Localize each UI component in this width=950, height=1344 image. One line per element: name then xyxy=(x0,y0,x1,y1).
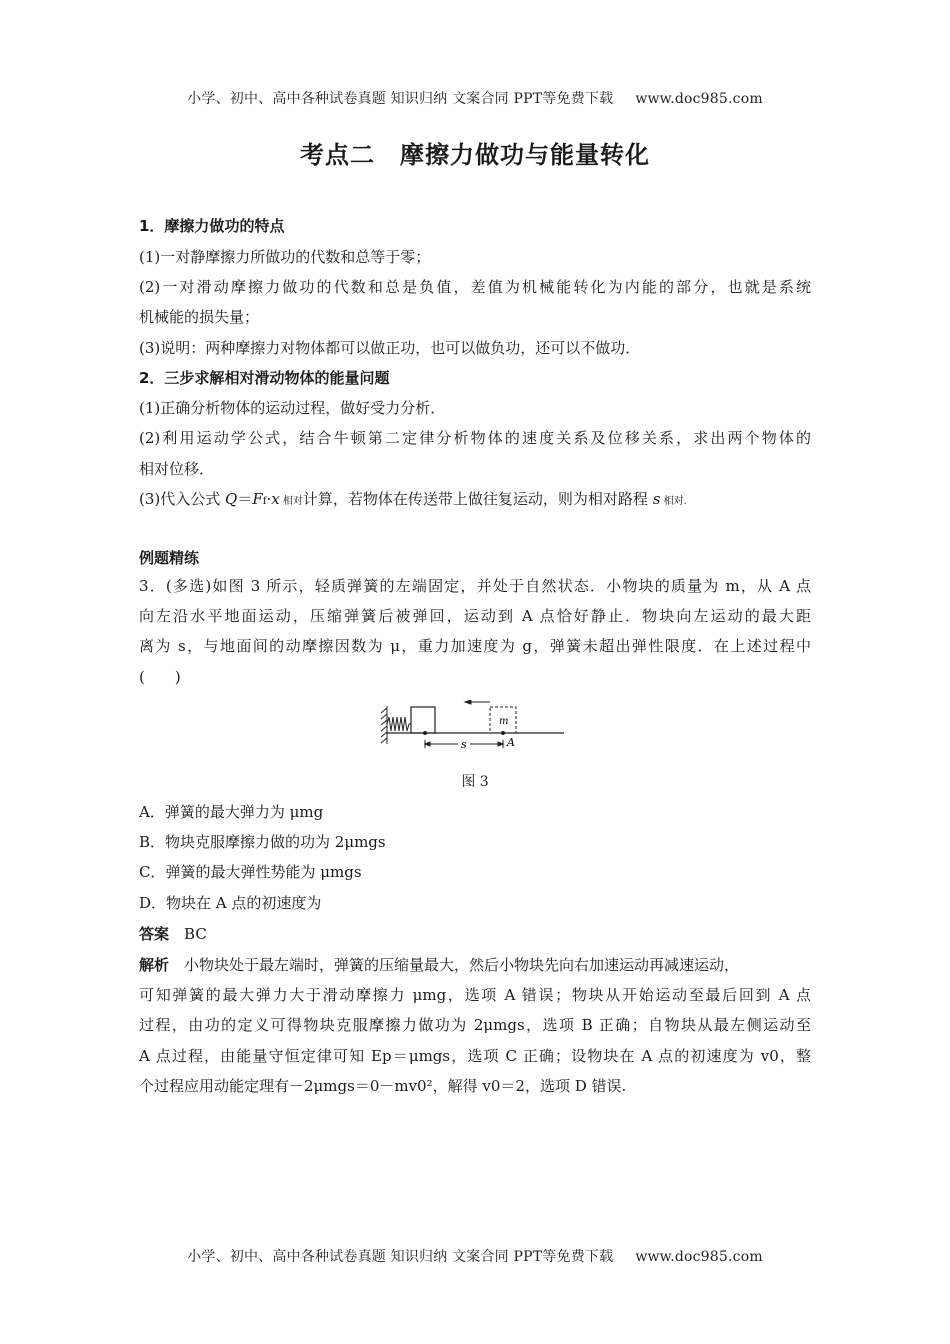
arrow-left xyxy=(465,700,490,704)
spring-block-figure xyxy=(378,700,568,755)
option-a: A．弹簧的最大弹力为 μmg xyxy=(139,803,324,821)
section1-item: (1)一对静摩擦力所做功的代数和总等于零； xyxy=(139,248,431,266)
footer-text: 小学、初中、高中各种试卷真题 知识归纳 文案合同 PPT等免费下载 xyxy=(187,1249,614,1265)
option-b: B．物块克服摩擦力做的功为 2μmgs xyxy=(139,833,386,851)
page-footer xyxy=(0,1246,950,1266)
analysis-line: 个过程应用动能定理有－2μmgs＝0－mv0²，解得 v0＝2，选项 D 错误. xyxy=(139,1077,627,1095)
section2-item: 相对位移． xyxy=(139,460,215,478)
analysis-line: 可知弹簧的最大弹力大于滑动摩擦力 μmg，选项 A 错误；物块从开始运动至最后回到 A 点 xyxy=(139,986,811,1004)
footer-site: www.doc985.com xyxy=(635,1249,763,1265)
wall xyxy=(381,706,387,744)
analysis-line: A 点过程，由能量守恒定律可知 Ep＝μmgs，选项 C 正确；设物块在 A 点的初速度为 v0，整 xyxy=(139,1047,811,1065)
answer-bracket: ( ) xyxy=(139,668,181,686)
answer-line xyxy=(139,924,811,944)
block-compressed xyxy=(411,707,435,733)
question-line: 向左沿水平地面运动，压缩弹簧后被弹回，运动到 A 点恰好静止．物块向左运动的最大距 xyxy=(139,607,811,625)
point-start xyxy=(423,731,427,735)
analysis-line: 过程，由功的定义可得物块克服摩擦力做功为 2μmgs，选项 B 正确；自物块从最左侧运动至 xyxy=(139,1016,811,1034)
option-c: C．弹簧的最大弹性势能为 μmgs xyxy=(139,863,362,881)
section1-item: (2)一对滑动摩擦力做功的代数和总是负值，差值为机械能转化为内能的部分，也就是系统 xyxy=(139,278,811,296)
header-site: www.doc985.com xyxy=(635,91,763,107)
section1-heading: 1．摩擦力做功的特点 xyxy=(139,217,285,235)
analysis-line: 解析 小物块处于最左端时，弹簧的压缩量最大，然后小物块先向右加速运动再减速运动， xyxy=(139,956,740,974)
section2-heading: 2．三步求解相对滑动物体的能量问题 xyxy=(139,369,390,387)
analysis-label: 解析 xyxy=(139,956,170,974)
label-A: A xyxy=(507,736,515,749)
section2-item3: (3)代入公式 Q＝Ff·x 相对计算，若物体在传送带上做往复运动，则为相对路程 s 相对. xyxy=(139,490,687,508)
section2-item: (1)正确分析物体的运动过程，做好受力分析． xyxy=(139,399,446,417)
figure-caption: 图 3 xyxy=(461,774,489,790)
header-text: 小学、初中、高中各种试卷真题 知识归纳 文案合同 PPT等免费下载 xyxy=(187,91,614,107)
example-heading: 例题精练 xyxy=(139,549,200,567)
question-line: 3．(多选)如图 3 所示，轻质弹簧的左端固定，并处于自然状态．小物块的质量为 m，从 A 点 xyxy=(139,577,811,595)
label-m: m xyxy=(499,716,509,727)
answer-value: BC xyxy=(184,925,207,943)
spring xyxy=(387,717,411,731)
option-d: D．物块在 A 点的初速度为 xyxy=(139,894,322,912)
page-header xyxy=(0,88,950,108)
label-s: s xyxy=(461,738,467,751)
section1-item: (3)说明：两种摩擦力对物体都可以做正功，也可以做负功，还可以不做功． xyxy=(139,339,641,357)
point-A xyxy=(501,731,505,735)
page-title: 考点二 摩擦力做功与能量转化 xyxy=(300,141,650,169)
section2-item: (2)利用运动学公式，结合牛顿第二定律分析物体的速度关系及位移关系，求出两个物体的 xyxy=(139,429,811,447)
question-line: 离为 s，与地面间的动摩擦因数为 μ，重力加速度为 g，弹簧未超出弹性限度．在上述过程中 xyxy=(139,637,811,655)
section1-item: 机械能的损失量； xyxy=(139,308,260,326)
answer-label: 答案 xyxy=(139,925,170,943)
